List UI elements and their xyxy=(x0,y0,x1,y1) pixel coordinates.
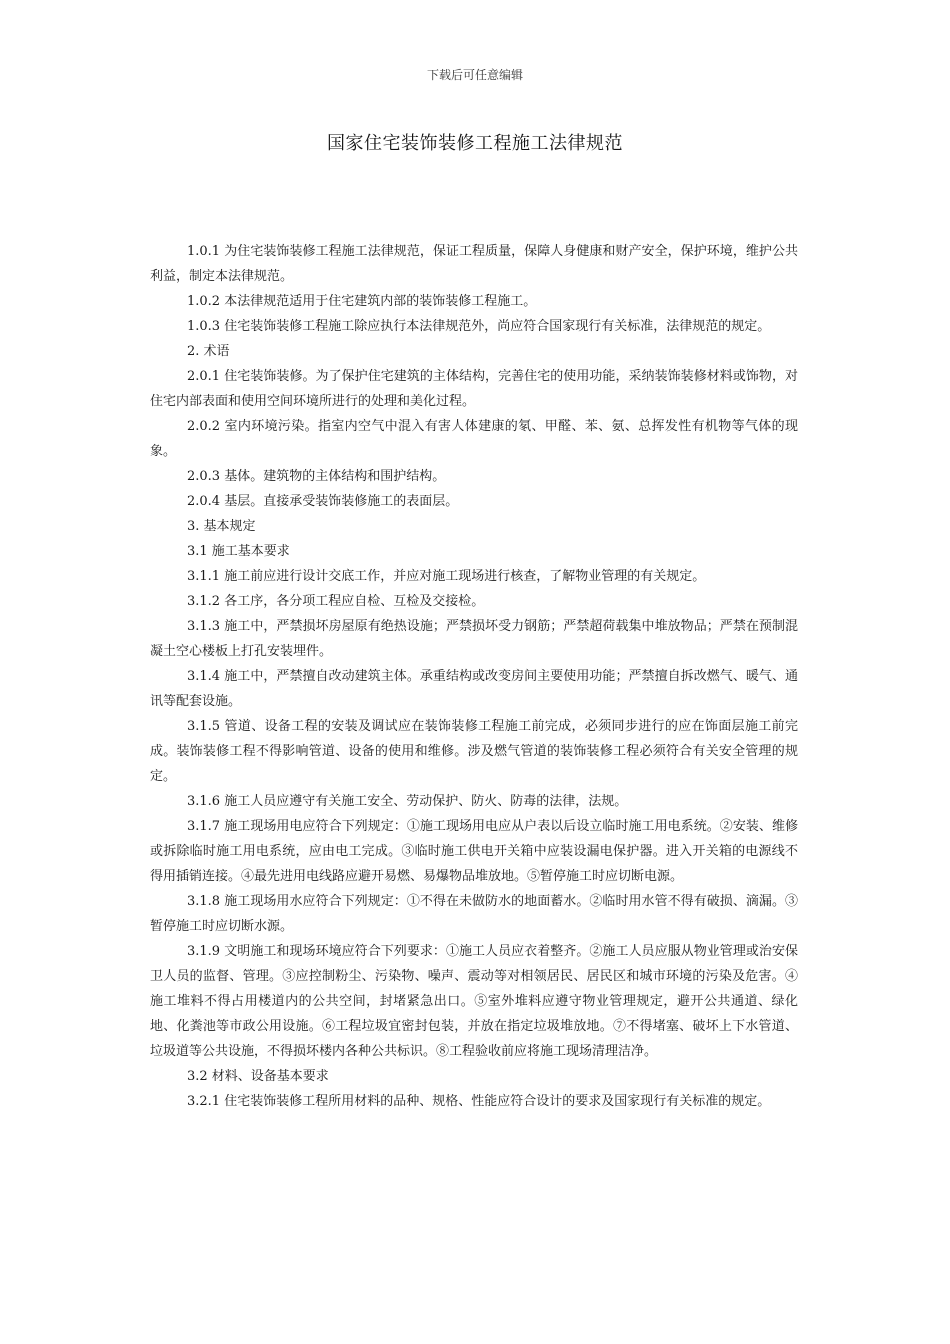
paragraph: 3.1.8 施工现场用水应符合下列规定：①不得在未做防水的地面蓄水。②临时用水管不得有破损、滴漏。③暂停施工时应切断水源。 xyxy=(150,894,798,934)
paragraph: 3.1.4 施工中，严禁擅自改动建筑主体。承重结构或改变房间主要使用功能；严禁擅自拆改燃气、暖气、通讯等配套设施。 xyxy=(150,669,798,709)
paragraph: 3.1.1 施工前应进行设计交底工作，并应对施工现场进行核查，了解物业管理的有关规定。 xyxy=(187,569,706,584)
section-heading: 3. 基本规定 xyxy=(187,519,256,534)
paragraph: 2.0.4 基层。直接承受装饰装修施工的表面层。 xyxy=(187,494,459,509)
paragraph: 1.0.3 住宅装饰装修工程施工除应执行本法律规范外，尚应符合国家现行有关标准，法律规范的规定。 xyxy=(187,319,771,334)
paragraph: 3.1.3 施工中，严禁损坏房屋原有绝热设施；严禁损坏受力钢筋；严禁超荷载集中堆放物品；严禁在预制混凝土空心楼板上打孔安装埋件。 xyxy=(150,619,798,659)
paragraph: 3.2.1 住宅装饰装修工程所用材料的品种、规格、性能应符合设计的要求及国家现行有关标准的规定。 xyxy=(187,1094,771,1109)
page-header: 下载后可任意编辑 xyxy=(426,68,523,82)
paragraph: 3.1.6 施工人员应遵守有关施工安全、劳动保护、防火、防毒的法律，法规。 xyxy=(187,794,628,809)
paragraph: 3.1.5 管道、设备工程的安装及调试应在装饰装修工程施工前完成，必须同步进行的应在饰面层施工前完成。装饰装修工程不得影响管道、设备的使用和维修。涉及燃气管道的装饰装修工程必须符合有关安全管理的规定。 xyxy=(150,719,798,784)
paragraph: 2.0.3 基体。建筑物的主体结构和围护结构。 xyxy=(187,469,446,484)
paragraph: 1.0.2 本法律规范适用于住宅建筑内部的装饰装修工程施工。 xyxy=(187,294,537,309)
paragraph: 1.0.1 为住宅装饰装修工程施工法律规范，保证工程质量，保障人身健康和财产安全，保护环境，维护公共利益，制定本法律规范。 xyxy=(150,244,798,284)
paragraph: 3.1.7 施工现场用电应符合下列规定：①施工现场用电应从户表以后设立临时施工用电系统。②安装、维修或拆除临时施工用电系统，应由电工完成。③临时施工供电开关箱中应装设漏电保护器。进入开关箱的电源线不得用插销连接。④最先进用电线路应避开易燃、易爆物品堆放地。⑤暂停施工时应切断电源。 xyxy=(150,819,798,884)
paragraph: 2.0.2 室内环境污染。指室内空气中混入有害人体建康的氡、甲醛、苯、氨、总挥发性有机物等气体的现象。 xyxy=(150,419,798,459)
paragraph: 3.1.2 各工序，各分项工程应自检、互检及交接检。 xyxy=(187,594,485,609)
subsection-heading: 3.1 施工基本要求 xyxy=(187,544,290,559)
section-heading: 2. 术语 xyxy=(187,344,230,359)
document-title: 国家住宅装饰装修工程施工法律规范 xyxy=(327,133,623,154)
paragraph: 3.1.9 文明施工和现场环境应符合下列要求：①施工人员应衣着整齐。②施工人员应服从物业管理或治安保卫人员的监督、管理。③应控制粉尘、污染物、噪声、震动等对相领居民、居民区和城市环境的污染及危害。④施工堆料不得占用楼道内的公共空间，封堵紧急出口。⑤室外堆料应遵守物业管理规定，避开公共通道、绿化地、化粪池等市政公用设施。⑥工程垃圾宜密封包装，并放在指定垃圾堆放地。⑦不得堵塞、破坏上下水管道、垃圾道等公共设施，不得损坏楼内各种公共标识。⑧工程验收前应将施工现场清理洁净。 xyxy=(150,944,798,1059)
paragraph: 2.0.1 住宅装饰装修。为了保护住宅建筑的主体结构，完善住宅的使用功能，采纳装饰装修材料或饰物，对住宅内部表面和使用空间环境所进行的处理和美化过程。 xyxy=(150,369,798,409)
document-body xyxy=(150,239,798,1114)
subsection-heading: 3.2 材料、设备基本要求 xyxy=(187,1069,329,1084)
